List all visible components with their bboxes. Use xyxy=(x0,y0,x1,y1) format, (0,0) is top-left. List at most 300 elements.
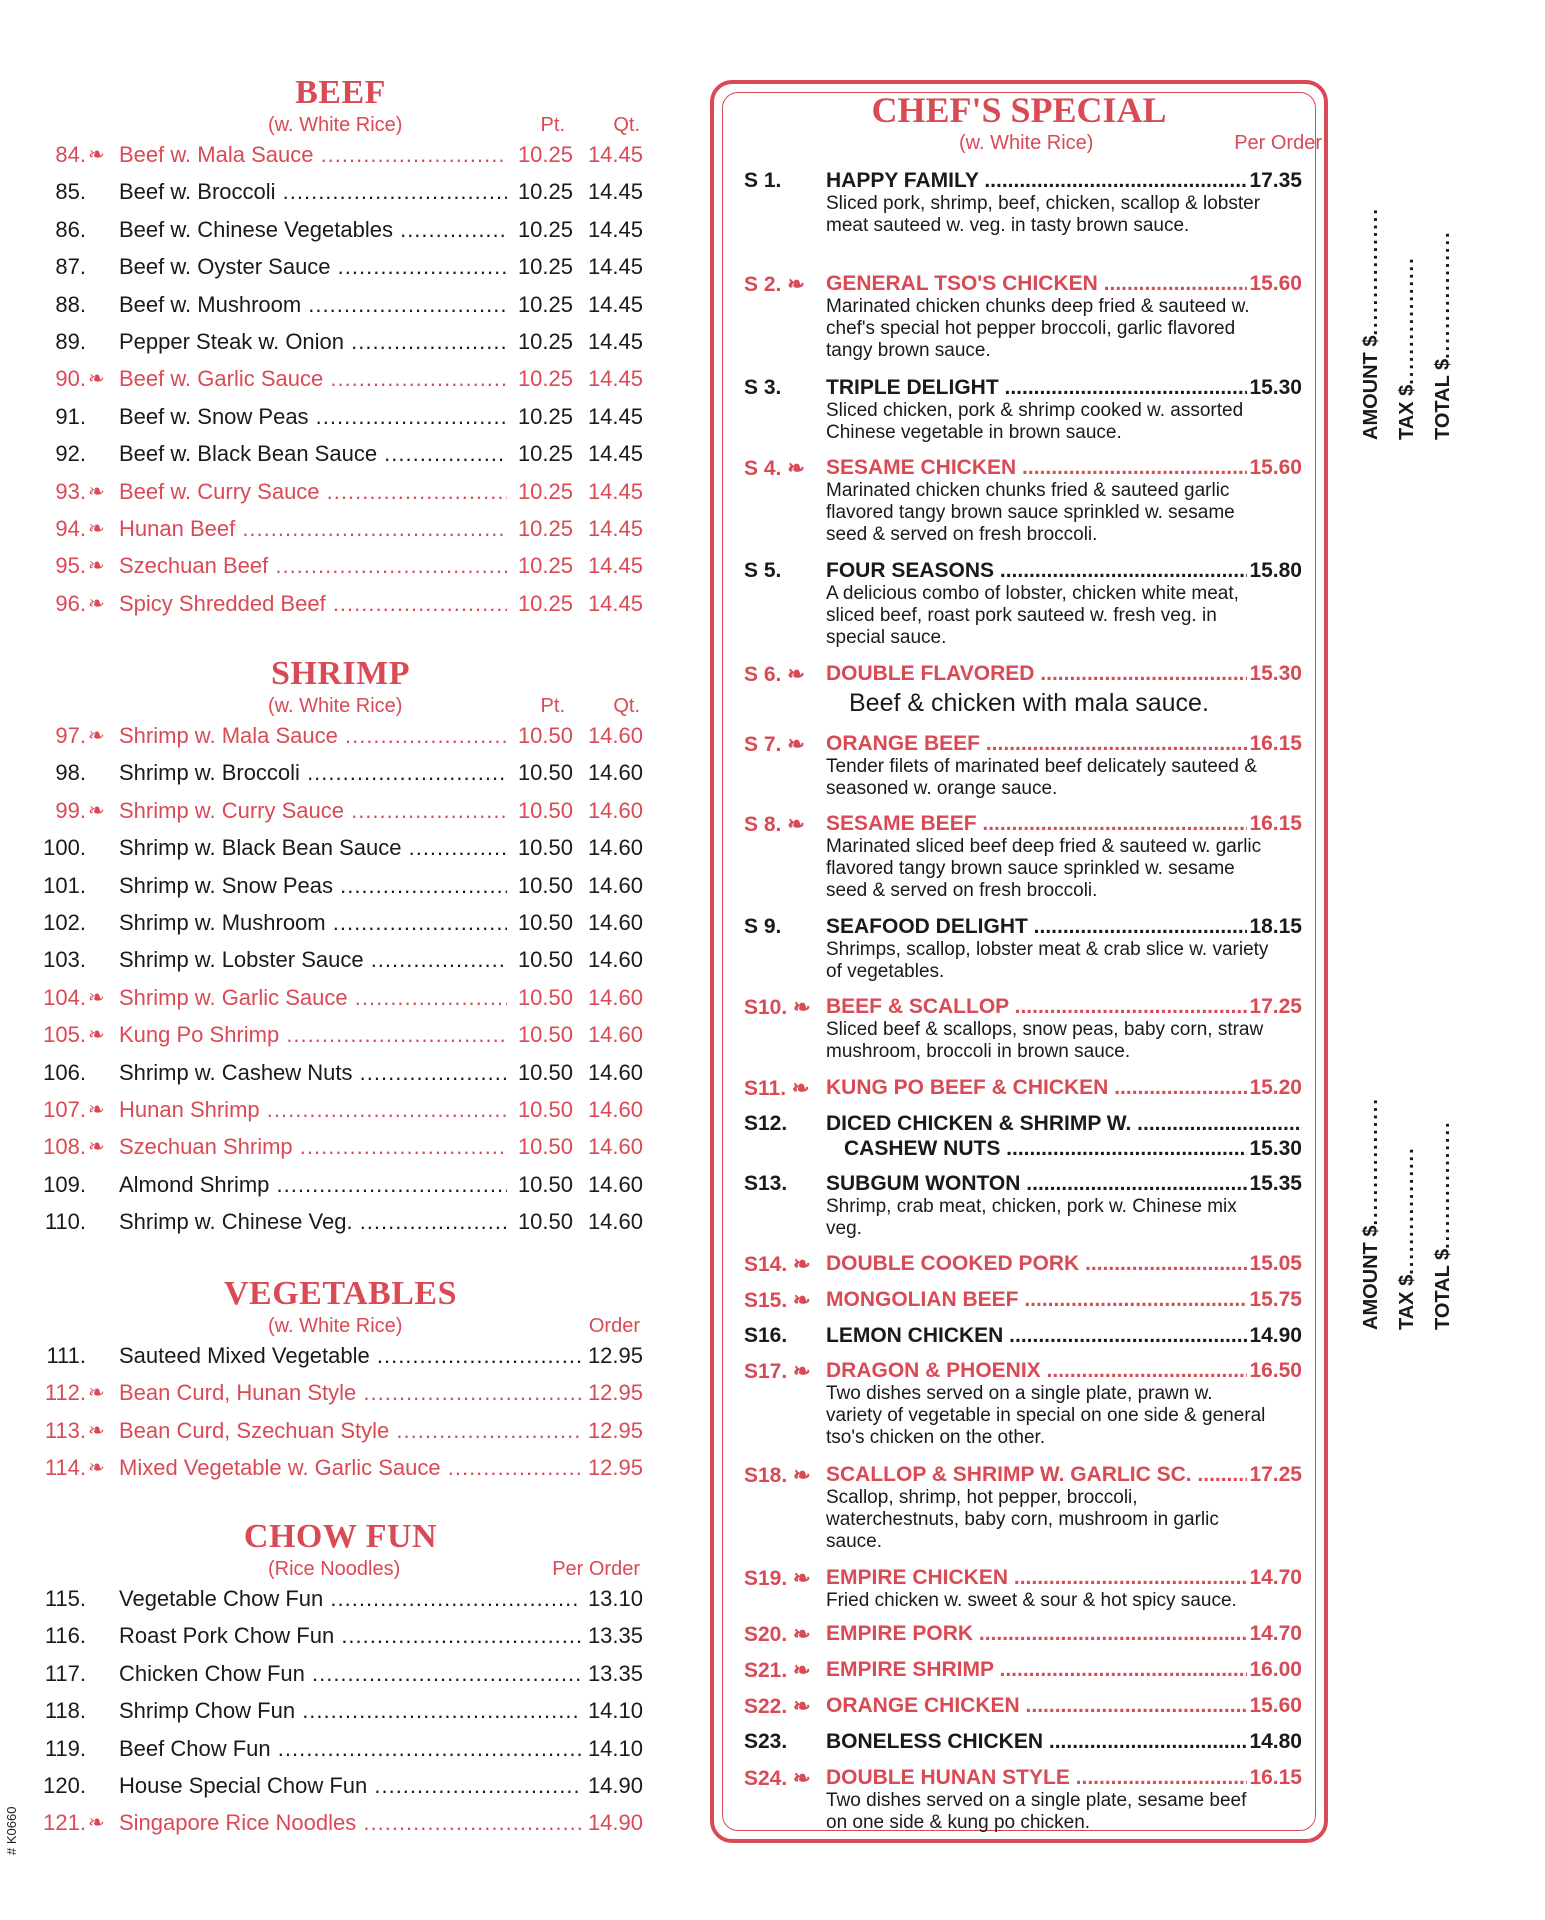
special-name: SESAME CHICKEN ..... xyxy=(826,456,1302,480)
fill-line: ................. xyxy=(1432,230,1454,359)
total-label: TOTAL $ xyxy=(1432,358,1454,440)
special-price: 16.15 xyxy=(1249,1766,1302,1789)
item-number: 119. xyxy=(44,1735,86,1761)
special-code xyxy=(744,1694,811,1719)
hot-pepper-icon: ❧ xyxy=(88,1419,105,1442)
item-number: 101. xyxy=(43,872,86,898)
amount-label: AMOUNT $ xyxy=(1360,335,1382,440)
pint-price: 10.25 xyxy=(517,179,573,205)
item-number: 115. xyxy=(44,1586,86,1611)
special-price: 15.60 xyxy=(1249,1694,1302,1717)
special-price: 15.60 xyxy=(1249,456,1302,479)
special-code-text: S 4. xyxy=(744,457,782,480)
shrimp-section xyxy=(38,655,643,1242)
special-code-text: S 7. xyxy=(744,733,782,756)
amount-field[interactable] xyxy=(1360,207,1383,440)
item-name: Szechuan Beef ..... xyxy=(119,553,507,579)
item-number: 103. xyxy=(43,947,86,973)
special-code-text: S13. xyxy=(744,1172,788,1195)
special-name: FOUR SEASONS ..... xyxy=(826,559,1302,583)
item-name: Beef w. Black Bean Sauce ..... xyxy=(119,441,507,467)
special-name: ORANGE CHICKEN ..... xyxy=(826,1694,1302,1718)
special-code xyxy=(744,1359,811,1384)
menu-item xyxy=(38,1376,643,1413)
hot-pepper-icon: ❧ xyxy=(787,1659,811,1682)
pint-header: Pt. xyxy=(540,114,565,136)
item-number: 96. xyxy=(55,590,86,616)
menu-item xyxy=(38,719,643,756)
item-name: Beef w. Snow Peas ..... xyxy=(119,404,507,430)
special-price: 15.05 xyxy=(1249,1252,1302,1275)
order-header: Per Order xyxy=(552,1558,640,1580)
special-code-text: S12. xyxy=(744,1112,788,1135)
special-code xyxy=(744,559,781,583)
item-number: 85. xyxy=(55,179,86,205)
special-code xyxy=(744,732,805,757)
special-code xyxy=(744,1076,809,1101)
special-code xyxy=(744,1172,787,1196)
hot-pepper-icon: ❧ xyxy=(787,1567,811,1590)
special-price: 16.50 xyxy=(1249,1359,1302,1382)
item-price: 13.35 xyxy=(587,1660,643,1686)
item-number: 94. xyxy=(55,515,86,541)
item-number: 121. xyxy=(43,1810,86,1836)
hot-pepper-icon: ❧ xyxy=(787,1695,811,1718)
section-title: BEEF xyxy=(295,74,386,111)
special-name: KUNG PO BEEF & CHICKEN ..... xyxy=(826,1076,1302,1100)
special-code xyxy=(744,1658,811,1683)
fill-line: ................. xyxy=(1396,256,1418,385)
item-name: Beef w. Garlic Sauce ..... xyxy=(119,366,507,392)
hot-pepper-icon: ❧ xyxy=(88,555,105,578)
item-price: 12.95 xyxy=(587,1380,643,1406)
pint-price: 10.50 xyxy=(517,797,573,823)
special-price: 15.35 xyxy=(1249,1172,1302,1195)
special-description: Sliced chicken, pork & shrimp cooked w. assorted Chinese vegetable in brown sauce. xyxy=(826,400,1244,443)
quart-price: 14.45 xyxy=(587,515,643,541)
item-name: House Special Chow Fun ..... xyxy=(119,1773,581,1799)
item-name: Shrimp w. Cashew Nuts ..... xyxy=(119,1060,507,1086)
item-name: Pepper Steak w. Onion ..... xyxy=(119,329,507,355)
quart-price: 14.60 xyxy=(587,1096,643,1122)
item-number: 109. xyxy=(43,1171,86,1197)
item-number: 84. xyxy=(55,142,86,167)
menu-item xyxy=(38,213,643,250)
special-code xyxy=(744,1730,787,1754)
menu-item xyxy=(38,1414,643,1451)
item-name: Beef w. Broccoli ..... xyxy=(119,179,507,205)
pint-price: 10.25 xyxy=(517,553,573,579)
item-name: Sauteed Mixed Vegetable ..... xyxy=(119,1343,581,1369)
special-code xyxy=(744,1288,811,1313)
special-code-text: S16. xyxy=(744,1324,788,1347)
special-code-text: S21. xyxy=(744,1659,788,1682)
menu-item xyxy=(38,831,643,868)
special-code xyxy=(744,995,811,1020)
pint-price: 10.50 xyxy=(517,1171,573,1197)
menu-item xyxy=(38,1582,643,1619)
section-subtitle: (Rice Noodles) xyxy=(268,1558,401,1580)
hot-pepper-icon: ❧ xyxy=(787,996,811,1019)
item-price: 12.95 xyxy=(587,1455,643,1481)
pint-price: 10.50 xyxy=(517,723,573,748)
amount-field[interactable] xyxy=(1360,1097,1383,1330)
item-number: 117. xyxy=(44,1660,86,1686)
pint-price: 10.25 xyxy=(517,515,573,541)
hot-pepper-icon: ❧ xyxy=(781,813,805,836)
item-name: Mixed Vegetable w. Garlic Sauce ..... xyxy=(119,1455,581,1481)
quart-price: 14.45 xyxy=(587,328,643,354)
special-code-text: S11. xyxy=(744,1077,787,1100)
pint-price: 10.50 xyxy=(517,984,573,1010)
item-number: 97. xyxy=(55,723,86,748)
special-code xyxy=(744,812,805,837)
special-description: Tender filets of marinated beef delicately sauteed & seasoned w. orange sauce. xyxy=(826,756,1257,799)
section-title: VEGETABLES xyxy=(223,1275,457,1312)
special-name: SCALLOP & SHRIMP W. GARLIC SC. ..... xyxy=(826,1463,1302,1487)
hot-pepper-icon: ❧ xyxy=(787,1464,811,1487)
item-number: 87. xyxy=(55,254,86,280)
pint-header: Pt. xyxy=(540,695,565,717)
menu-item xyxy=(38,1339,643,1376)
menu-item xyxy=(38,587,643,624)
section-subtitle: (w. White Rice) xyxy=(268,114,403,136)
special-name: EMPIRE CHICKEN ..... xyxy=(826,1566,1302,1590)
item-price: 14.10 xyxy=(587,1698,643,1724)
pint-price: 10.25 xyxy=(517,291,573,317)
quart-price: 14.45 xyxy=(587,553,643,579)
quart-price: 14.45 xyxy=(587,254,643,280)
amount-label: AMOUNT $ xyxy=(1360,1225,1382,1330)
special-name: DOUBLE COOKED PORK ..... xyxy=(826,1252,1302,1276)
special-code xyxy=(744,915,781,939)
menu-item xyxy=(38,175,643,212)
menu-item xyxy=(38,1694,643,1731)
menu-item xyxy=(38,1806,643,1843)
menu-item xyxy=(38,549,643,586)
hot-pepper-icon: ❧ xyxy=(88,1024,105,1047)
quart-price: 14.60 xyxy=(587,835,643,861)
special-code xyxy=(744,662,805,687)
item-name: Beef w. Mala Sauce ..... xyxy=(119,142,507,168)
menu-item xyxy=(38,250,643,287)
chefs-special-box xyxy=(710,80,1328,1843)
special-name: TRIPLE DELIGHT ..... xyxy=(826,376,1302,400)
section-subtitle: (w. White Rice) xyxy=(268,695,403,717)
special-price: 14.70 xyxy=(1249,1622,1302,1645)
special-code-text: S23. xyxy=(744,1730,788,1753)
menu-item xyxy=(38,1205,643,1242)
special-code-text: S17. xyxy=(744,1360,788,1383)
special-code-text: S22. xyxy=(744,1695,788,1718)
menu-item xyxy=(38,1619,643,1656)
quart-price: 14.60 xyxy=(587,947,643,973)
section-subheader xyxy=(38,1556,643,1582)
special-description: A delicious combo of lobster, chicken white meat, sliced beef, roast pork sauteed w. fresh veg. in special sauce. xyxy=(826,583,1239,648)
item-name: Shrimp w. Broccoli ..... xyxy=(119,760,507,786)
special-description: Scallop, shrimp, hot pepper, broccoli, waterchestnuts, baby corn, mushroom in garlic sauce. xyxy=(826,1487,1219,1552)
item-number: 93. xyxy=(55,478,86,504)
section-title: CHOW FUN xyxy=(243,1518,438,1555)
item-price: 12.95 xyxy=(587,1343,643,1368)
hot-pepper-icon: ❧ xyxy=(781,663,805,686)
hot-pepper-icon: ❧ xyxy=(88,368,105,391)
menu-item xyxy=(38,1056,643,1093)
total-field[interactable] xyxy=(1432,1120,1455,1330)
special-price: 15.80 xyxy=(1249,559,1302,582)
special-code-text: S 5. xyxy=(744,559,782,582)
special-name-continued: CASHEW NUTS ..... xyxy=(844,1137,1302,1161)
tax-field[interactable] xyxy=(1396,256,1419,440)
pint-price: 10.50 xyxy=(517,760,573,786)
special-name: HAPPY FAMILY ..... xyxy=(826,169,1302,193)
special-code-text: S18. xyxy=(744,1464,788,1487)
menu-item xyxy=(38,869,643,906)
item-number: 116. xyxy=(44,1623,86,1649)
special-code-text: S19. xyxy=(744,1567,788,1590)
order-header: Order xyxy=(588,1315,640,1337)
pint-price: 10.25 xyxy=(517,142,573,167)
hot-pepper-icon: ❧ xyxy=(88,986,105,1009)
section-subheader xyxy=(38,1313,643,1339)
fill-line: ................. xyxy=(1360,207,1382,336)
menu-item xyxy=(38,1130,643,1167)
special-price: 17.25 xyxy=(1249,1463,1302,1486)
pint-price: 10.50 xyxy=(517,1134,573,1160)
pint-price: 10.50 xyxy=(517,872,573,898)
item-number: 89. xyxy=(55,328,86,354)
quart-header: Qt. xyxy=(613,695,640,717)
item-number: 110. xyxy=(44,1209,86,1235)
special-description: Marinated sliced beef deep fried & sauteed w. garlic flavored tangy brown sauce sprinkled w. sesame seed & served on fresh broccoli. xyxy=(826,836,1262,901)
special-price: 14.90 xyxy=(1249,1324,1302,1347)
special-description: Fried chicken w. sweet & sour & hot spicy sauce. xyxy=(826,1590,1237,1611)
vegetables-section xyxy=(38,1275,643,1489)
hot-pepper-icon: ❧ xyxy=(787,1253,811,1276)
item-price: 14.90 xyxy=(587,1772,643,1798)
pint-price: 10.25 xyxy=(517,478,573,504)
total-label: TOTAL $ xyxy=(1432,1248,1454,1330)
pint-price: 10.25 xyxy=(517,441,573,467)
pint-price: 10.25 xyxy=(517,403,573,429)
menu-item xyxy=(38,400,643,437)
menu-item xyxy=(38,1168,643,1205)
quart-price: 14.45 xyxy=(587,216,643,242)
tax-field[interactable] xyxy=(1396,1146,1419,1330)
hot-pepper-icon: ❧ xyxy=(88,517,105,540)
menu-item xyxy=(38,756,643,793)
special-name: DRAGON & PHOENIX ..... xyxy=(826,1359,1302,1383)
total-field[interactable] xyxy=(1432,230,1455,440)
fill-line: ................. xyxy=(1360,1097,1382,1226)
special-name: SEAFOOD DELIGHT ..... xyxy=(826,915,1302,939)
item-name: Hunan Beef ..... xyxy=(119,516,507,542)
special-name: LEMON CHICKEN ..... xyxy=(826,1324,1302,1348)
special-code xyxy=(744,1112,787,1136)
special-name: DICED CHICKEN & SHRIMP W. ..... xyxy=(826,1112,1302,1136)
menu-item xyxy=(38,475,643,512)
item-number: 92. xyxy=(55,441,86,467)
quart-price: 14.45 xyxy=(587,590,643,616)
special-price: 17.35 xyxy=(1249,169,1302,192)
special-price: 14.70 xyxy=(1249,1566,1302,1589)
hot-pepper-icon: ❧ xyxy=(88,1098,105,1121)
pint-price: 10.50 xyxy=(517,1059,573,1085)
item-price: 12.95 xyxy=(587,1417,643,1443)
menu-item xyxy=(38,1769,643,1806)
per-order-header: Per Order xyxy=(1234,132,1322,154)
special-name: ORANGE BEEF ..... xyxy=(826,732,1302,756)
pint-price: 10.25 xyxy=(517,254,573,280)
special-code xyxy=(744,272,805,297)
fill-line: ................. xyxy=(1396,1146,1418,1275)
special-code-text: S15. xyxy=(744,1289,788,1312)
quart-price: 14.45 xyxy=(587,441,643,467)
special-code-text: S 2. xyxy=(744,273,782,296)
special-code-text: S 1. xyxy=(744,169,782,192)
item-number: 102. xyxy=(43,909,86,935)
quart-price: 14.60 xyxy=(587,909,643,935)
item-number: 86. xyxy=(55,216,86,242)
item-name: Shrimp w. Curry Sauce ..... xyxy=(119,798,507,824)
menu-item xyxy=(38,138,643,175)
pint-price: 10.25 xyxy=(517,216,573,242)
special-description: Marinated chicken chunks fried & sauteed garlic flavored tangy brown sauce sprinkled w. sesame seed & served on fresh broccoli. xyxy=(826,480,1235,545)
hot-pepper-icon: ❧ xyxy=(88,1136,105,1159)
quart-price: 14.60 xyxy=(587,797,643,823)
item-name: Singapore Rice Noodles ..... xyxy=(119,1810,581,1836)
pint-price: 10.50 xyxy=(517,909,573,935)
item-name: Roast Pork Chow Fun ..... xyxy=(119,1623,581,1649)
special-name: EMPIRE SHRIMP ..... xyxy=(826,1658,1302,1682)
special-price: 17.25 xyxy=(1249,995,1302,1018)
hot-pepper-icon: ❧ xyxy=(787,1767,811,1790)
pint-price: 10.50 xyxy=(517,1022,573,1048)
item-number: 90. xyxy=(55,366,86,392)
hot-pepper-icon: ❧ xyxy=(786,1077,810,1100)
item-number: 107. xyxy=(43,1096,86,1122)
special-description: Beef & chicken with mala sauce. xyxy=(849,689,1209,717)
special-code xyxy=(744,456,805,481)
section-title: SHRIMP xyxy=(271,655,410,692)
item-number: 111. xyxy=(46,1343,86,1368)
item-name: Beef w. Curry Sauce ..... xyxy=(119,479,507,505)
quart-price: 14.60 xyxy=(587,760,643,786)
item-number: 91. xyxy=(55,403,86,429)
item-name: Beef w. Mushroom ..... xyxy=(119,292,507,318)
special-name: DOUBLE FLAVORED ..... xyxy=(826,662,1302,686)
special-code xyxy=(744,376,781,400)
item-name: Chicken Chow Fun ..... xyxy=(119,1661,581,1687)
menu-item xyxy=(38,1018,643,1055)
hot-pepper-icon: ❧ xyxy=(781,273,805,296)
menu-item xyxy=(38,325,643,362)
special-code xyxy=(744,1566,811,1591)
pint-price: 10.50 xyxy=(517,947,573,973)
special-description: Sliced beef & scallops, snow peas, baby corn, straw mushroom, broccoli in brown sauce. xyxy=(826,1019,1264,1062)
item-name: Kung Po Shrimp ..... xyxy=(119,1022,507,1048)
pint-price: 10.50 xyxy=(517,835,573,861)
menu-item xyxy=(38,981,643,1018)
hot-pepper-icon: ❧ xyxy=(88,1382,105,1405)
pint-price: 10.50 xyxy=(517,1096,573,1122)
special-description: Shrimp, crab meat, chicken, pork w. Chinese mix veg. xyxy=(826,1196,1237,1239)
hot-pepper-icon: ❧ xyxy=(781,733,805,756)
menu-item xyxy=(38,288,643,325)
item-name: Beef w. Oyster Sauce ..... xyxy=(119,254,507,280)
menu-item xyxy=(38,943,643,980)
special-code xyxy=(744,1252,811,1277)
menu-item xyxy=(38,1657,643,1694)
item-number: 120. xyxy=(43,1772,86,1798)
special-code-text: S10. xyxy=(744,996,788,1019)
menu-item xyxy=(38,906,643,943)
hot-pepper-icon: ❧ xyxy=(88,144,105,166)
section-subheader xyxy=(38,112,643,138)
beef-section xyxy=(38,74,643,624)
item-name: Shrimp w. Mushroom ..... xyxy=(119,910,507,936)
item-name: Hunan Shrimp ..... xyxy=(119,1097,507,1123)
special-code-text: S 3. xyxy=(744,376,782,399)
quart-price: 14.60 xyxy=(587,984,643,1010)
quart-price: 14.45 xyxy=(587,403,643,429)
item-price: 13.35 xyxy=(587,1623,643,1649)
hot-pepper-icon: ❧ xyxy=(88,1812,105,1835)
item-name: Spicy Shredded Beef ..... xyxy=(119,591,507,617)
section-subheader xyxy=(38,693,643,719)
special-price: 15.30 xyxy=(1249,1137,1302,1160)
special-code-text: S 9. xyxy=(744,915,782,938)
quart-price: 14.60 xyxy=(587,1059,643,1085)
quart-header: Qt. xyxy=(613,114,640,136)
item-name: Shrimp w. Black Bean Sauce ..... xyxy=(119,835,507,861)
menu-item xyxy=(38,1451,643,1488)
item-number: 105. xyxy=(43,1022,86,1048)
pint-price: 10.25 xyxy=(517,328,573,354)
menu-item xyxy=(38,512,643,549)
item-name: Shrimp w. Garlic Sauce ..... xyxy=(119,985,507,1011)
special-code-text: S14. xyxy=(744,1253,788,1276)
hot-pepper-icon: ❧ xyxy=(88,592,105,615)
chefs-special-title: CHEF'S SPECIAL xyxy=(871,90,1167,130)
item-number: 88. xyxy=(55,291,86,317)
item-number: 112. xyxy=(44,1380,86,1406)
item-number: 98. xyxy=(55,760,86,786)
special-name: GENERAL TSO'S CHICKEN ..... xyxy=(826,272,1302,296)
special-code xyxy=(744,1324,787,1348)
quart-price: 14.60 xyxy=(587,1022,643,1048)
pint-price: 10.50 xyxy=(517,1209,573,1235)
special-name: MONGOLIAN BEEF ..... xyxy=(826,1288,1302,1312)
quart-price: 14.45 xyxy=(587,142,643,167)
item-number: 108. xyxy=(43,1134,86,1160)
quart-price: 14.60 xyxy=(587,872,643,898)
item-number: 100. xyxy=(43,835,86,861)
quart-price: 14.45 xyxy=(587,366,643,392)
item-name: Almond Shrimp ..... xyxy=(119,1172,507,1198)
hot-pepper-icon: ❧ xyxy=(88,725,105,747)
quart-price: 14.45 xyxy=(587,179,643,205)
special-name: EMPIRE PORK ..... xyxy=(826,1622,1302,1646)
item-number: 114. xyxy=(44,1455,86,1481)
special-price: 16.15 xyxy=(1249,812,1302,835)
special-code-text: S20. xyxy=(744,1623,788,1646)
quart-price: 14.60 xyxy=(587,723,643,748)
special-code xyxy=(744,1622,811,1647)
item-name: Beef w. Chinese Vegetables ..... xyxy=(119,217,507,243)
item-price: 14.10 xyxy=(587,1735,643,1761)
special-price: 15.75 xyxy=(1249,1288,1302,1311)
